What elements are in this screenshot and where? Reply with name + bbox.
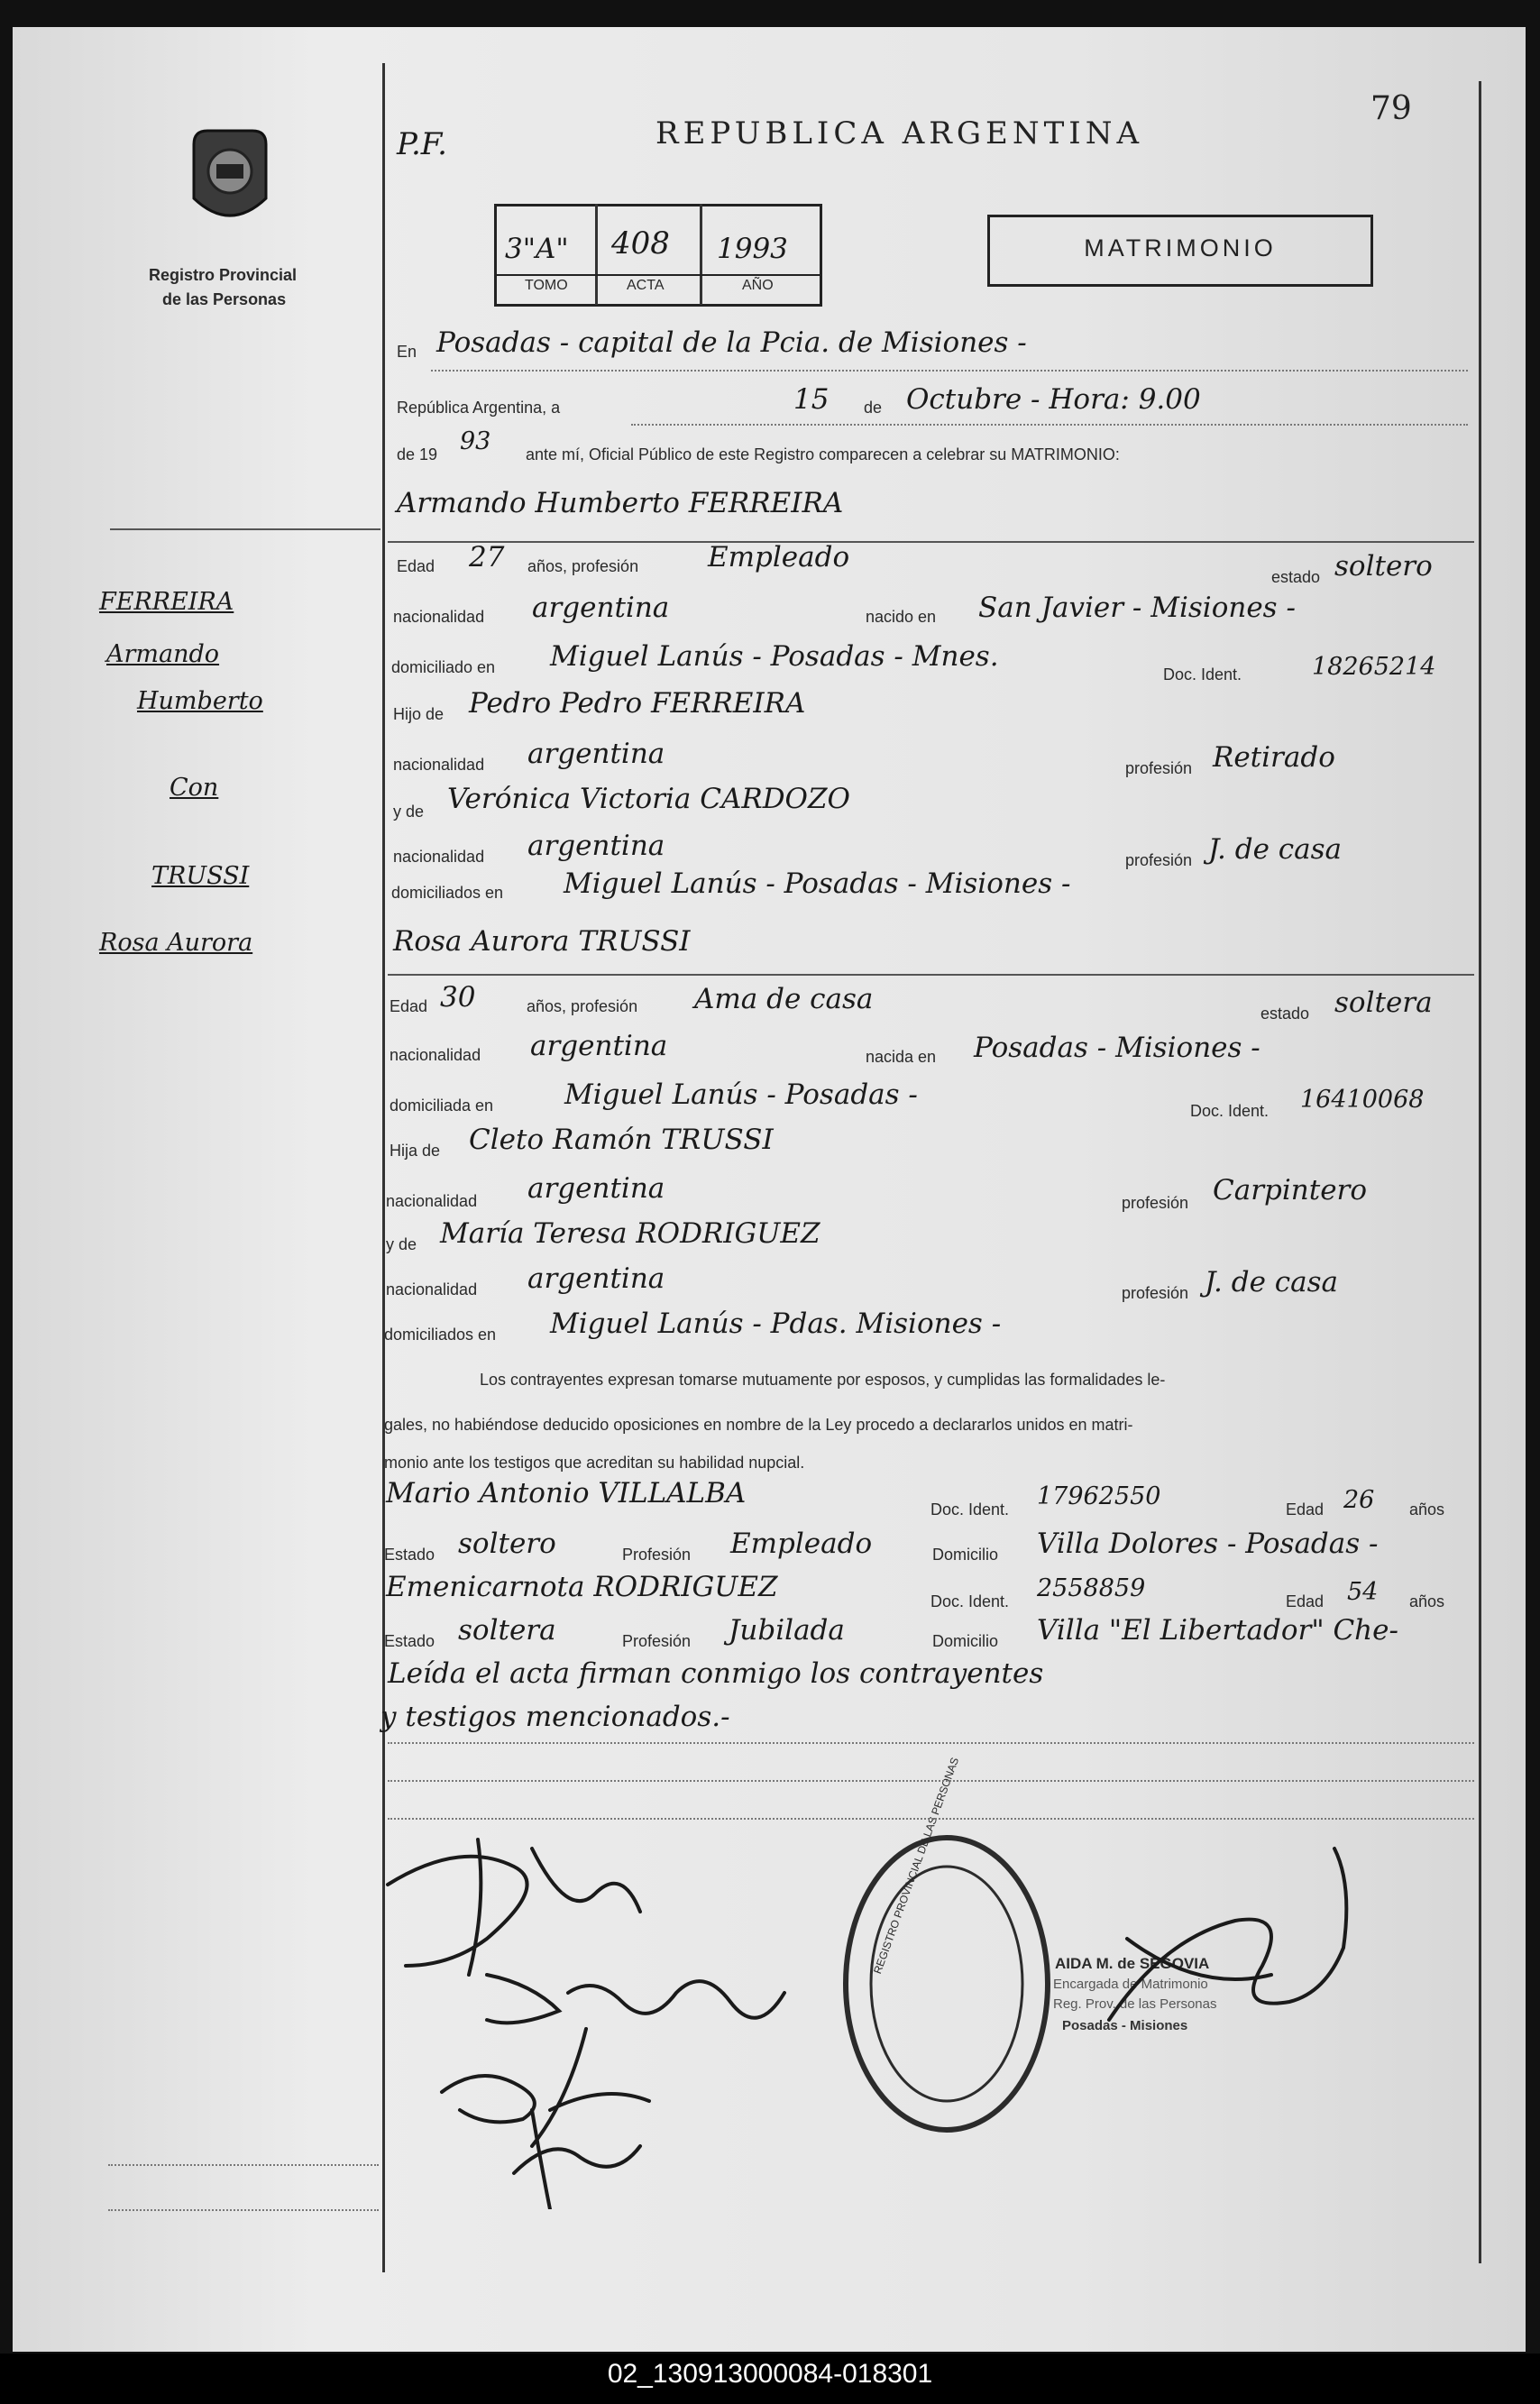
bride-age: 30: [440, 981, 476, 1014]
ante-mi-text: ante mí, Oficial Público de este Registro comparecen a celebrar su MATRIMONIO:: [526, 445, 1120, 463]
margin-name-2: Rosa Aurora: [99, 929, 253, 957]
bride-father-nac-label: nacionalidad: [386, 1192, 478, 1210]
groom-father-nationality: argentina: [527, 738, 665, 770]
bride-profession: Ama de casa: [694, 983, 874, 1015]
witness2-status: soltera: [458, 1614, 556, 1647]
witness1-address: Villa Dolores - Posadas -: [1037, 1528, 1379, 1560]
bride-father-nationality: argentina: [527, 1172, 665, 1205]
file-id: 02_130913000084-018301: [607, 2359, 933, 2389]
bride-birthplace: Posadas - Misiones -: [974, 1032, 1260, 1064]
stamp-ring-text: REGISTRO PROVINCIAL DE LAS PERSONAS: [871, 1756, 962, 1976]
record-sep-1: [595, 204, 598, 305]
closing-line-1: Leída el acta firman conmigo los contrayentes: [388, 1657, 1044, 1690]
bride-father-profession: Carpintero: [1213, 1174, 1368, 1207]
witness1-status: soltero: [458, 1528, 556, 1560]
witness1-doc-label: Doc. Ident.: [930, 1500, 1010, 1519]
witness1-profession: Empleado: [730, 1528, 873, 1560]
anio-label: AÑO: [742, 278, 774, 293]
groom-status: soltero: [1334, 550, 1433, 583]
bride-mother: María Teresa RODRIGUEZ: [440, 1217, 820, 1250]
page-number: 79: [1370, 90, 1412, 127]
bride-doc-label: Doc. Ident.: [1190, 1102, 1270, 1120]
acta-label: ACTA: [627, 278, 665, 293]
witness2-name: Emenicarnota RODRIGUEZ: [386, 1571, 778, 1603]
witness2-prof-label: Profesión: [622, 1632, 692, 1650]
margin-surname-1: FERREIRA: [99, 588, 234, 616]
marriage-month-time: Octubre - Hora: 9.00: [906, 383, 1201, 416]
date-line: [631, 424, 1468, 426]
bride-status: soltera: [1334, 986, 1433, 1019]
year-label: de 19: [397, 445, 438, 463]
body-text-2: gales, no habiéndose deducido oposiciones en nombre de la Ley procedo a declararlos unidos en matri-: [384, 1416, 1133, 1434]
stamp-officer-3: Reg. Prov. de las Personas: [1053, 1996, 1217, 2012]
witness2-age: 54: [1347, 1578, 1379, 1606]
witness2-dom-label: Domicilio: [932, 1632, 999, 1650]
witness1-dom-label: Domicilio: [932, 1546, 999, 1564]
bride-mother-profession: J. de casa: [1205, 1266, 1339, 1298]
witness1-edad-label: Edad: [1286, 1500, 1325, 1519]
office-line-2: de las Personas: [162, 290, 287, 308]
bride-dom-label: domiciliada en: [390, 1096, 494, 1115]
margin-first-name-1: Armando: [106, 640, 220, 668]
groom-father-prof-label: profesión: [1125, 759, 1193, 777]
groom-nacido-label: nacido en: [866, 608, 937, 626]
ruled-line: [388, 1780, 1474, 1782]
bride-estado-label: estado: [1260, 1005, 1310, 1023]
bride-anos-label: años, profesión: [527, 997, 638, 1015]
bride-yde-label: y de: [386, 1235, 417, 1253]
bride-hija-label: Hija de: [390, 1142, 441, 1160]
marriage-year: 93: [460, 427, 491, 455]
annotation: P.F.: [397, 126, 447, 162]
groom-dom-label: domiciliado en: [391, 658, 496, 676]
office-line-1: Registro Provincial: [149, 266, 298, 284]
groom-doc-label: Doc. Ident.: [1163, 665, 1242, 684]
groom-nac-label: nacionalidad: [393, 608, 485, 626]
bride-edad-label: Edad: [390, 997, 428, 1015]
bride-mother-nac-label: nacionalidad: [386, 1280, 478, 1298]
provincial-emblem: [185, 126, 275, 239]
ruled-line: [108, 2164, 379, 2166]
groom-hijo-label: Hijo de: [393, 705, 445, 723]
groom-mother: Verónica Victoria CARDOZO: [447, 783, 850, 815]
witness2-anos-label: años: [1409, 1592, 1445, 1610]
groom-father-nac-label: nacionalidad: [393, 756, 485, 774]
record-label-line: [494, 274, 820, 276]
groom-estado-label: estado: [1271, 568, 1321, 586]
witness1-name: Mario Antonio VILLALBA: [386, 1477, 747, 1509]
stamp-officer-2: Encargada de Matrimonio: [1053, 1977, 1208, 1992]
witness2-edad-label: Edad: [1286, 1592, 1325, 1610]
anio-value: 1993: [717, 233, 788, 265]
stamp-officer-4: Posadas - Misiones: [1062, 2018, 1188, 2033]
ruled-line: [108, 2209, 379, 2211]
bride-name: Rosa Aurora TRUSSI: [393, 925, 691, 958]
margin-top-line: [110, 528, 380, 530]
witness2-doc-label: Doc. Ident.: [930, 1592, 1010, 1610]
witness2-profession: Jubilada: [729, 1614, 845, 1647]
groom-mother-profession: J. de casa: [1208, 833, 1343, 866]
witness1-anos-label: años: [1409, 1500, 1445, 1519]
doc-type: MATRIMONIO: [1084, 234, 1277, 262]
groom-mother-nationality: argentina: [527, 830, 665, 862]
republica-label: República Argentina, a: [397, 399, 561, 417]
bride-name-line: [388, 974, 1474, 976]
groom-father-profession: Retirado: [1213, 741, 1335, 774]
bride-mother-nationality: argentina: [527, 1262, 665, 1295]
groom-doc: 18265214: [1312, 653, 1436, 681]
margin-surname-2: TRUSSI: [151, 862, 250, 890]
bride-doc: 16410068: [1300, 1086, 1425, 1114]
bride-address: Miguel Lanús - Posadas -: [564, 1078, 918, 1111]
groom-name: Armando Humberto FERREIRA: [397, 487, 844, 519]
de-label: de: [864, 399, 883, 417]
groom-nationality: argentina: [532, 592, 670, 624]
stamp-officer-1: AIDA M. de SEGOVIA: [1055, 1955, 1210, 1972]
witness2-address: Villa "El Libertador" Che-: [1037, 1614, 1398, 1647]
groom-profession: Empleado: [708, 541, 850, 573]
acta-value: 408: [611, 225, 670, 262]
witness1-age: 26: [1343, 1486, 1375, 1514]
marriage-day: 15: [793, 383, 830, 416]
groom-mother-nac-label: nacionalidad: [393, 848, 485, 866]
groom-address: Miguel Lanús - Posadas - Mnes.: [550, 640, 999, 673]
groom-name-line: [388, 541, 1474, 543]
bride-father: Cleto Ramón TRUSSI: [469, 1124, 774, 1156]
bride-nacida-label: nacida en: [866, 1048, 937, 1066]
body-text-3: monio ante los testigos que acreditan su habilidad nupcial.: [384, 1454, 805, 1472]
groom-father: Pedro Pedro FERREIRA: [469, 687, 806, 720]
groom-age: 27: [469, 541, 505, 573]
bride-mother-prof-label: profesión: [1122, 1284, 1189, 1302]
marriage-place: Posadas - capital de la Pcia. de Misiones -: [436, 326, 1027, 359]
signatures: [352, 1812, 1488, 2209]
groom-birthplace: San Javier - Misiones -: [978, 592, 1296, 624]
place-line: [431, 370, 1468, 372]
bride-parents-dom-label: domiciliados en: [384, 1326, 497, 1344]
groom-anos-label: años, profesión: [527, 557, 639, 575]
groom-yde-label: y de: [393, 803, 425, 821]
groom-parents-dom-label: domiciliados en: [391, 884, 504, 902]
bride-nac-label: nacionalidad: [390, 1046, 481, 1064]
closing-line-2: y testigos mencionados.-: [380, 1701, 730, 1733]
groom-parents-address: Miguel Lanús - Posadas - Misiones -: [564, 867, 1071, 900]
ruled-line: [388, 1742, 1474, 1744]
tomo-label: TOMO: [525, 278, 568, 293]
tomo-value: 3"A": [505, 233, 569, 265]
margin-con: Con: [170, 774, 219, 802]
ruled-line: [388, 1818, 1474, 1820]
body-text-1: Los contrayentes expresan tomarse mutuamente por esposos, y cumplidas las formalidades le-: [480, 1371, 1166, 1389]
record-sep-2: [700, 204, 702, 305]
groom-edad-label: Edad: [397, 557, 435, 575]
witness2-doc: 2558859: [1037, 1574, 1146, 1602]
bride-father-prof-label: profesión: [1122, 1194, 1189, 1212]
country-title: REPUBLICA ARGENTINA: [655, 115, 1144, 151]
bride-parents-address: Miguel Lanús - Pdas. Misiones -: [550, 1308, 1002, 1340]
margin-middle-name-1: Humberto: [137, 687, 263, 715]
witness2-estado-label: Estado: [384, 1632, 435, 1650]
en-label: En: [397, 343, 417, 361]
witness1-estado-label: Estado: [384, 1546, 435, 1564]
groom-mother-prof-label: profesión: [1125, 851, 1193, 869]
witness1-doc: 17962550: [1037, 1482, 1161, 1510]
bride-nationality: argentina: [530, 1030, 668, 1062]
witness1-prof-label: Profesión: [622, 1546, 692, 1564]
